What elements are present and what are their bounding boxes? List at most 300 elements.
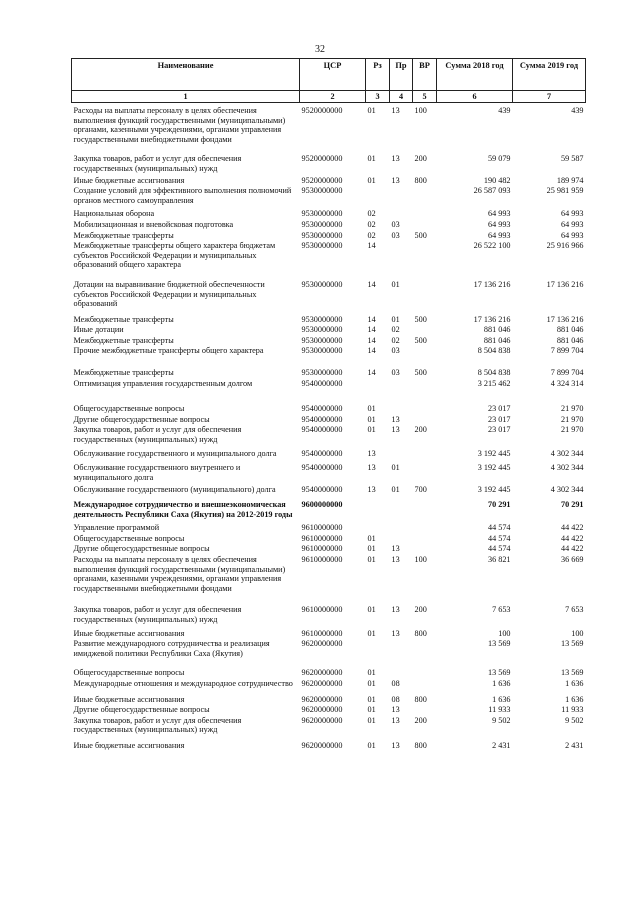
- row-sum-2018: 26 522 100: [473, 241, 511, 251]
- row-sum-2019: 1 636: [565, 694, 584, 704]
- row-rz: 01: [367, 668, 376, 678]
- row-csr: 9620000000: [301, 678, 343, 688]
- row-rz: [366, 638, 390, 658]
- row-sum-2019: 44 422: [560, 544, 584, 554]
- row-rz: 01: [367, 404, 376, 414]
- row-rz: 14: [367, 241, 376, 251]
- row-vr: [413, 270, 437, 309]
- row-sum-2018: 36 821: [487, 554, 511, 564]
- row-pr: 13: [391, 175, 400, 185]
- row-vr: 100: [414, 106, 427, 115]
- row-sum-2018: 190 482: [483, 175, 511, 185]
- row-sum-2018: 59 079: [487, 154, 511, 164]
- row-rz: 01: [367, 425, 376, 435]
- row-name: Межбюджетные трансферты: [73, 335, 174, 345]
- table-row: [72, 345, 586, 356]
- row-sum-2018: 23 017: [487, 404, 511, 414]
- row-csr: 9530000000: [301, 279, 343, 289]
- header-sum-2019: Сумма 2019 год: [513, 59, 586, 91]
- row-rz: 01: [367, 154, 376, 164]
- row-pr: 02: [391, 325, 400, 335]
- row-sum-2019: 881 046: [556, 335, 584, 345]
- row-csr: 9530000000: [301, 186, 343, 196]
- row-name: Общегосударственные вопросы: [73, 668, 185, 678]
- row-sum-2019: 17 136 216: [546, 279, 584, 289]
- table-row: [72, 735, 586, 751]
- row-rz: 01: [367, 106, 376, 115]
- row-name: Иные дотации: [73, 325, 124, 335]
- row-vr: 800: [414, 740, 427, 750]
- table-row: [72, 625, 586, 639]
- row-pr: 08: [391, 678, 400, 688]
- row-csr: 9520000000: [301, 175, 343, 185]
- row-rz: 01: [367, 740, 376, 750]
- table-row: [72, 689, 586, 705]
- row-name: Межбюджетные трансферты общего характера бюджетам субъектов Российской Федерации и муниципальных образований общего характера: [73, 241, 276, 270]
- row-name: Межбюджетные трансферты: [73, 314, 174, 324]
- row-csr: 9620000000: [301, 668, 343, 678]
- row-vr: [413, 533, 437, 544]
- row-sum-2018: 439: [498, 106, 511, 115]
- row-vr: [413, 388, 437, 414]
- row-pr: [390, 205, 413, 219]
- row-sum-2019: 21 970: [560, 414, 584, 424]
- row-sum-2018: 2 431: [492, 740, 511, 750]
- row-rz: 01: [367, 533, 376, 543]
- row-name: Обслуживание государственного (муниципального) долга: [73, 485, 276, 495]
- row-pr: 13: [391, 715, 400, 725]
- row-rz: 13: [367, 448, 376, 458]
- row-rz: 01: [367, 678, 376, 688]
- row-rz: [366, 495, 390, 519]
- table-row: [72, 230, 586, 241]
- table-row: [72, 704, 586, 715]
- row-vr: [413, 345, 437, 356]
- row-sum-2018: 7 653: [492, 605, 511, 615]
- row-rz: [366, 378, 390, 389]
- table-row: [72, 240, 586, 270]
- row-sum-2019: 44 422: [560, 523, 584, 533]
- row-sum-2019: 1 636: [565, 678, 584, 688]
- row-rz: 14: [367, 335, 376, 345]
- row-vr: [413, 240, 437, 270]
- table-row: [72, 445, 586, 459]
- row-sum-2018: 44 574: [487, 523, 511, 533]
- row-sum-2019: 59 587: [560, 154, 584, 164]
- row-vr: [413, 414, 437, 425]
- header-vr: ВР: [413, 59, 437, 91]
- column-number-row: [72, 91, 586, 103]
- row-sum-2018: 3 192 445: [477, 448, 511, 458]
- row-sum-2019: 21 970: [560, 425, 584, 435]
- row-name: Обслуживание государственного внутреннего и муниципального долга: [73, 463, 241, 482]
- row-pr: 02: [391, 335, 400, 345]
- row-vr: 500: [414, 314, 427, 324]
- row-rz: 02: [367, 230, 376, 240]
- page-number: 32: [315, 44, 325, 55]
- row-pr: 08: [391, 694, 400, 704]
- row-vr: 500: [414, 335, 427, 345]
- table-row: [72, 388, 586, 414]
- table-row: [72, 335, 586, 346]
- row-rz: 14: [367, 314, 376, 324]
- row-rz: 01: [367, 694, 376, 704]
- row-csr: 9600000000: [301, 500, 343, 509]
- row-name: Межбюджетные трансферты: [73, 230, 174, 240]
- table-row: [72, 174, 586, 186]
- row-sum-2018: 64 993: [487, 209, 511, 219]
- table-row: [72, 185, 586, 205]
- row-pr: 03: [391, 219, 400, 229]
- row-name: Управление программой: [73, 523, 160, 533]
- row-pr: [390, 240, 413, 270]
- row-sum-2018: 8 504 838: [477, 368, 511, 378]
- row-vr: [413, 205, 437, 219]
- row-csr: 9620000000: [301, 715, 343, 725]
- row-vr: 500: [414, 368, 427, 378]
- row-csr: 9610000000: [301, 605, 343, 615]
- table-row: [72, 554, 586, 593]
- row-csr: 9530000000: [301, 219, 343, 229]
- row-vr: 800: [414, 694, 427, 704]
- table-row: [72, 356, 586, 378]
- row-vr: [413, 678, 437, 689]
- row-name: Закупка товаров, работ и услуг для обеспечения государственных (муниципальных) нужд: [73, 425, 242, 445]
- row-sum-2018: 11 933: [488, 705, 511, 715]
- row-sum-2018: 13 569: [487, 668, 511, 678]
- row-name: Международные отношения и международное сотрудничество: [73, 678, 293, 688]
- row-csr: 9540000000: [301, 448, 343, 458]
- row-name: Межбюджетные трансферты: [73, 368, 174, 378]
- row-csr: 9540000000: [301, 414, 343, 424]
- row-csr: 9620000000: [301, 694, 343, 704]
- row-csr: 9530000000: [301, 241, 343, 251]
- table-row: [72, 378, 586, 389]
- row-rz: 01: [367, 175, 376, 185]
- row-csr: 9610000000: [301, 544, 343, 554]
- row-sum-2018: 64 993: [487, 219, 511, 229]
- row-name: Другие общегосударственные вопросы: [73, 544, 210, 554]
- row-sum-2018: 3 192 445: [477, 463, 511, 473]
- row-sum-2019: 21 970: [560, 404, 584, 414]
- row-sum-2018: 13 569: [487, 639, 511, 649]
- row-csr: 9620000000: [301, 639, 343, 649]
- row-vr: [413, 219, 437, 230]
- row-pr: [390, 378, 413, 389]
- row-vr: [413, 185, 437, 205]
- row-csr: 9530000000: [301, 209, 343, 219]
- row-sum-2019: 17 136 216: [546, 314, 584, 324]
- row-sum-2018: 17 136 216: [473, 314, 511, 324]
- row-name: Другие общегосударственные вопросы: [73, 705, 210, 715]
- row-name: Дотации на выравнивание бюджетной обеспеченности субъектов Российской Федерации и муниципальных образований: [73, 279, 265, 309]
- row-pr: 13: [391, 554, 400, 564]
- row-sum-2019: 4 324 314: [550, 378, 584, 388]
- table-row: [72, 414, 586, 425]
- row-csr: 9610000000: [301, 628, 343, 638]
- row-pr: 13: [391, 705, 400, 715]
- row-vr: [413, 519, 437, 533]
- row-name: Мобилизационная и вневойсковая подготовка: [73, 219, 234, 229]
- row-name: Международное сотрудничество и внешнеэкономическая деятельность Республики Саха (Якутия) на 2012-2019 годы: [73, 500, 293, 519]
- row-pr: 13: [391, 544, 400, 554]
- row-vr: 800: [414, 175, 427, 185]
- table-body: [72, 103, 586, 751]
- row-name: Обслуживание государственного и муниципального долга: [73, 448, 277, 458]
- header-name: Наименование: [72, 59, 300, 91]
- row-name: Иные бюджетные ассигнования: [73, 628, 185, 638]
- row-sum-2018: 9 502: [492, 715, 511, 725]
- row-sum-2019: 439: [571, 106, 584, 115]
- row-name: Закупка товаров, работ и услуг для обеспечения государственных (муниципальных) нужд: [73, 715, 242, 735]
- row-sum-2018: 23 017: [487, 414, 511, 424]
- row-sum-2018: 23 017: [487, 425, 511, 435]
- table-row: [72, 543, 586, 554]
- row-csr: 9620000000: [301, 705, 343, 715]
- row-vr: 100: [414, 554, 427, 564]
- row-csr: 9610000000: [301, 523, 343, 533]
- row-pr: [390, 638, 413, 658]
- row-pr: [390, 533, 413, 544]
- table-row: [72, 638, 586, 658]
- row-sum-2018: 26 587 093: [473, 186, 511, 196]
- row-rz: 13: [367, 485, 376, 495]
- row-sum-2018: 1 636: [492, 694, 511, 704]
- row-sum-2019: 36 669: [560, 554, 584, 564]
- column-number: 2: [300, 91, 366, 103]
- row-rz: 14: [367, 368, 376, 378]
- row-name: Закупка товаров, работ и услуг для обеспечения государственных (муниципальных) нужд: [73, 605, 242, 624]
- row-sum-2018: 17 136 216: [473, 279, 511, 289]
- row-vr: 700: [414, 485, 427, 495]
- row-name: Развитие международного сотрудничества и реализация имиджевой политики Республики Саха (Якутия): [73, 639, 270, 658]
- row-name: Расходы на выплаты персоналу в целях обеспечения выполнения функций государственными (муниципальными) органами, казенными учреждениями, органами управления государственными внебюджетными фондами: [73, 554, 286, 593]
- row-rz: 01: [367, 605, 376, 615]
- row-pr: [390, 445, 413, 459]
- row-sum-2019: 4 302 344: [550, 463, 584, 473]
- row-sum-2018: 64 993: [487, 230, 511, 240]
- row-rz: 02: [367, 209, 376, 219]
- row-vr: [413, 324, 437, 335]
- row-csr: 9540000000: [301, 463, 343, 473]
- row-rz: [366, 519, 390, 533]
- row-sum-2019: 9 502: [565, 715, 584, 725]
- row-name: Оптимизация управления государственным долгом: [73, 378, 253, 388]
- row-csr: 9540000000: [301, 425, 343, 435]
- row-pr: [390, 185, 413, 205]
- row-csr: 9520000000: [301, 106, 343, 115]
- table-row: [72, 658, 586, 678]
- row-rz: 01: [367, 705, 376, 715]
- row-name: Другие общегосударственные вопросы: [73, 414, 210, 424]
- row-sum-2019: 64 993: [560, 209, 584, 219]
- table-row: [72, 482, 586, 495]
- column-number: 1: [72, 91, 300, 103]
- row-pr: 13: [391, 106, 400, 115]
- row-pr: [390, 519, 413, 533]
- table-row: [72, 495, 586, 519]
- row-vr: 200: [414, 605, 427, 615]
- header-sum-2018: Сумма 2018 год: [437, 59, 513, 91]
- row-sum-2018: 44 574: [487, 533, 511, 543]
- row-pr: 13: [391, 605, 400, 615]
- row-name: Иные бюджетные ассигнования: [73, 740, 185, 750]
- row-sum-2018: 100: [498, 628, 511, 638]
- row-rz: 14: [367, 279, 376, 289]
- row-sum-2019: 70 291: [560, 500, 584, 509]
- row-pr: 13: [391, 414, 400, 424]
- row-name: Закупка товаров, работ и услуг для обеспечения государственных (муниципальных) нужд: [73, 154, 242, 173]
- row-rz: 01: [367, 544, 376, 554]
- row-sum-2018: 3 215 462: [477, 378, 511, 388]
- row-vr: [413, 658, 437, 678]
- table-row: [72, 219, 586, 230]
- row-sum-2018: 8 504 838: [477, 346, 511, 356]
- row-csr: 9620000000: [301, 740, 343, 750]
- row-pr: 03: [391, 368, 400, 378]
- row-sum-2019: 2 431: [565, 740, 584, 750]
- column-number: 7: [513, 91, 586, 103]
- row-csr: 9530000000: [301, 368, 343, 378]
- row-pr: 13: [391, 740, 400, 750]
- column-number: 4: [390, 91, 413, 103]
- row-csr: 9530000000: [301, 230, 343, 240]
- row-pr: 01: [391, 463, 400, 473]
- row-vr: 200: [414, 425, 427, 435]
- row-vr: [413, 445, 437, 459]
- table-row: [72, 205, 586, 219]
- row-pr: [390, 658, 413, 678]
- table-row: [72, 715, 586, 735]
- row-sum-2018: 1 636: [492, 678, 511, 688]
- row-pr: 01: [391, 485, 400, 495]
- row-vr: [413, 495, 437, 519]
- row-pr: 13: [391, 154, 400, 164]
- row-csr: 9530000000: [301, 314, 343, 324]
- row-rz: 01: [367, 554, 376, 564]
- table-row: [72, 324, 586, 335]
- column-number: 3: [366, 91, 390, 103]
- row-sum-2019: 44 422: [560, 533, 584, 543]
- row-rz: 14: [367, 325, 376, 335]
- row-sum-2019: 7 653: [565, 605, 584, 615]
- row-sum-2019: 13 569: [560, 639, 584, 649]
- row-csr: 9610000000: [301, 554, 343, 564]
- table-row: [72, 270, 586, 309]
- row-csr: 9540000000: [301, 378, 343, 388]
- row-vr: [413, 458, 437, 482]
- row-name: Создание условий для эффективного выполнения полномочий органов местного самоуправления: [73, 186, 292, 205]
- row-vr: [413, 543, 437, 554]
- header-pr: Пр: [390, 59, 413, 91]
- row-vr: 200: [414, 715, 427, 725]
- row-csr: 9530000000: [301, 325, 343, 335]
- row-name: Иные бюджетные ассигнования: [73, 694, 185, 704]
- table-row: [72, 424, 586, 444]
- row-name: Иные бюджетные ассигнования: [73, 175, 185, 185]
- row-csr: 9520000000: [301, 154, 343, 164]
- header-csr: ЦСР: [300, 59, 366, 91]
- row-pr: [390, 388, 413, 414]
- row-pr: 01: [391, 279, 400, 289]
- row-csr: 9530000000: [301, 335, 343, 345]
- budget-table: [71, 58, 586, 750]
- header-rz: Рз: [366, 59, 390, 91]
- row-sum-2019: 13 569: [560, 668, 584, 678]
- row-sum-2018: 70 291: [487, 500, 511, 509]
- row-sum-2019: 7 899 704: [550, 346, 584, 356]
- row-sum-2018: 3 192 445: [477, 485, 511, 495]
- row-pr: 03: [391, 346, 400, 356]
- row-sum-2019: 64 993: [560, 230, 584, 240]
- row-pr: 13: [391, 628, 400, 638]
- column-number: 5: [413, 91, 437, 103]
- row-sum-2019: 25 981 959: [546, 186, 584, 196]
- row-name: Общегосударственные вопросы: [73, 533, 185, 543]
- row-rz: 02: [367, 219, 376, 229]
- row-rz: 13: [367, 463, 376, 473]
- row-sum-2019: 189 974: [556, 175, 584, 185]
- row-name: Прочие межбюджетные трансферты общего характера: [73, 346, 264, 356]
- table-row: [72, 593, 586, 624]
- table-row: [72, 678, 586, 689]
- row-sum-2019: 25 916 966: [546, 241, 584, 251]
- row-sum-2018: 881 046: [483, 325, 511, 335]
- row-csr: 9540000000: [301, 485, 343, 495]
- table-row: [72, 519, 586, 533]
- row-vr: [413, 704, 437, 715]
- header-row: [72, 59, 586, 91]
- row-rz: [366, 185, 390, 205]
- row-pr: 01: [391, 314, 400, 324]
- row-rz: 01: [367, 628, 376, 638]
- row-name: Расходы на выплаты персоналу в целях обеспечения выполнения функций государственными (муниципальными) органами, казенными учреждениями, органами управления государственными внебюджетными фондами: [73, 106, 286, 144]
- row-sum-2019: 64 993: [560, 219, 584, 229]
- row-name: Общегосударственные вопросы: [73, 404, 185, 414]
- row-sum-2019: 881 046: [556, 325, 584, 335]
- row-csr: 9610000000: [301, 533, 343, 543]
- table-row: [72, 103, 586, 145]
- row-sum-2019: 7 899 704: [550, 368, 584, 378]
- table-row: [72, 458, 586, 482]
- row-sum-2018: 44 574: [487, 544, 511, 554]
- row-csr: 9540000000: [301, 404, 343, 414]
- row-pr: [390, 495, 413, 519]
- row-vr: [413, 638, 437, 658]
- row-sum-2019: 4 302 344: [550, 485, 584, 495]
- row-sum-2018: 881 046: [483, 335, 511, 345]
- row-pr: 13: [391, 425, 400, 435]
- row-csr: 9530000000: [301, 346, 343, 356]
- row-vr: 500: [414, 230, 427, 240]
- row-rz: 14: [367, 346, 376, 356]
- row-pr: 03: [391, 230, 400, 240]
- row-rz: 01: [367, 715, 376, 725]
- table-row: [72, 144, 586, 173]
- row-sum-2019: 4 302 344: [550, 448, 584, 458]
- row-vr: 800: [414, 628, 427, 638]
- column-number: 6: [437, 91, 513, 103]
- table-row: [72, 533, 586, 544]
- table-row: [72, 309, 586, 325]
- table-header: [72, 59, 586, 103]
- row-vr: [413, 378, 437, 389]
- row-sum-2019: 100: [571, 628, 584, 638]
- row-vr: 200: [414, 154, 427, 164]
- row-name: Национальная оборона: [73, 209, 155, 219]
- row-sum-2019: 11 933: [561, 705, 584, 715]
- row-rz: 01: [367, 414, 376, 424]
